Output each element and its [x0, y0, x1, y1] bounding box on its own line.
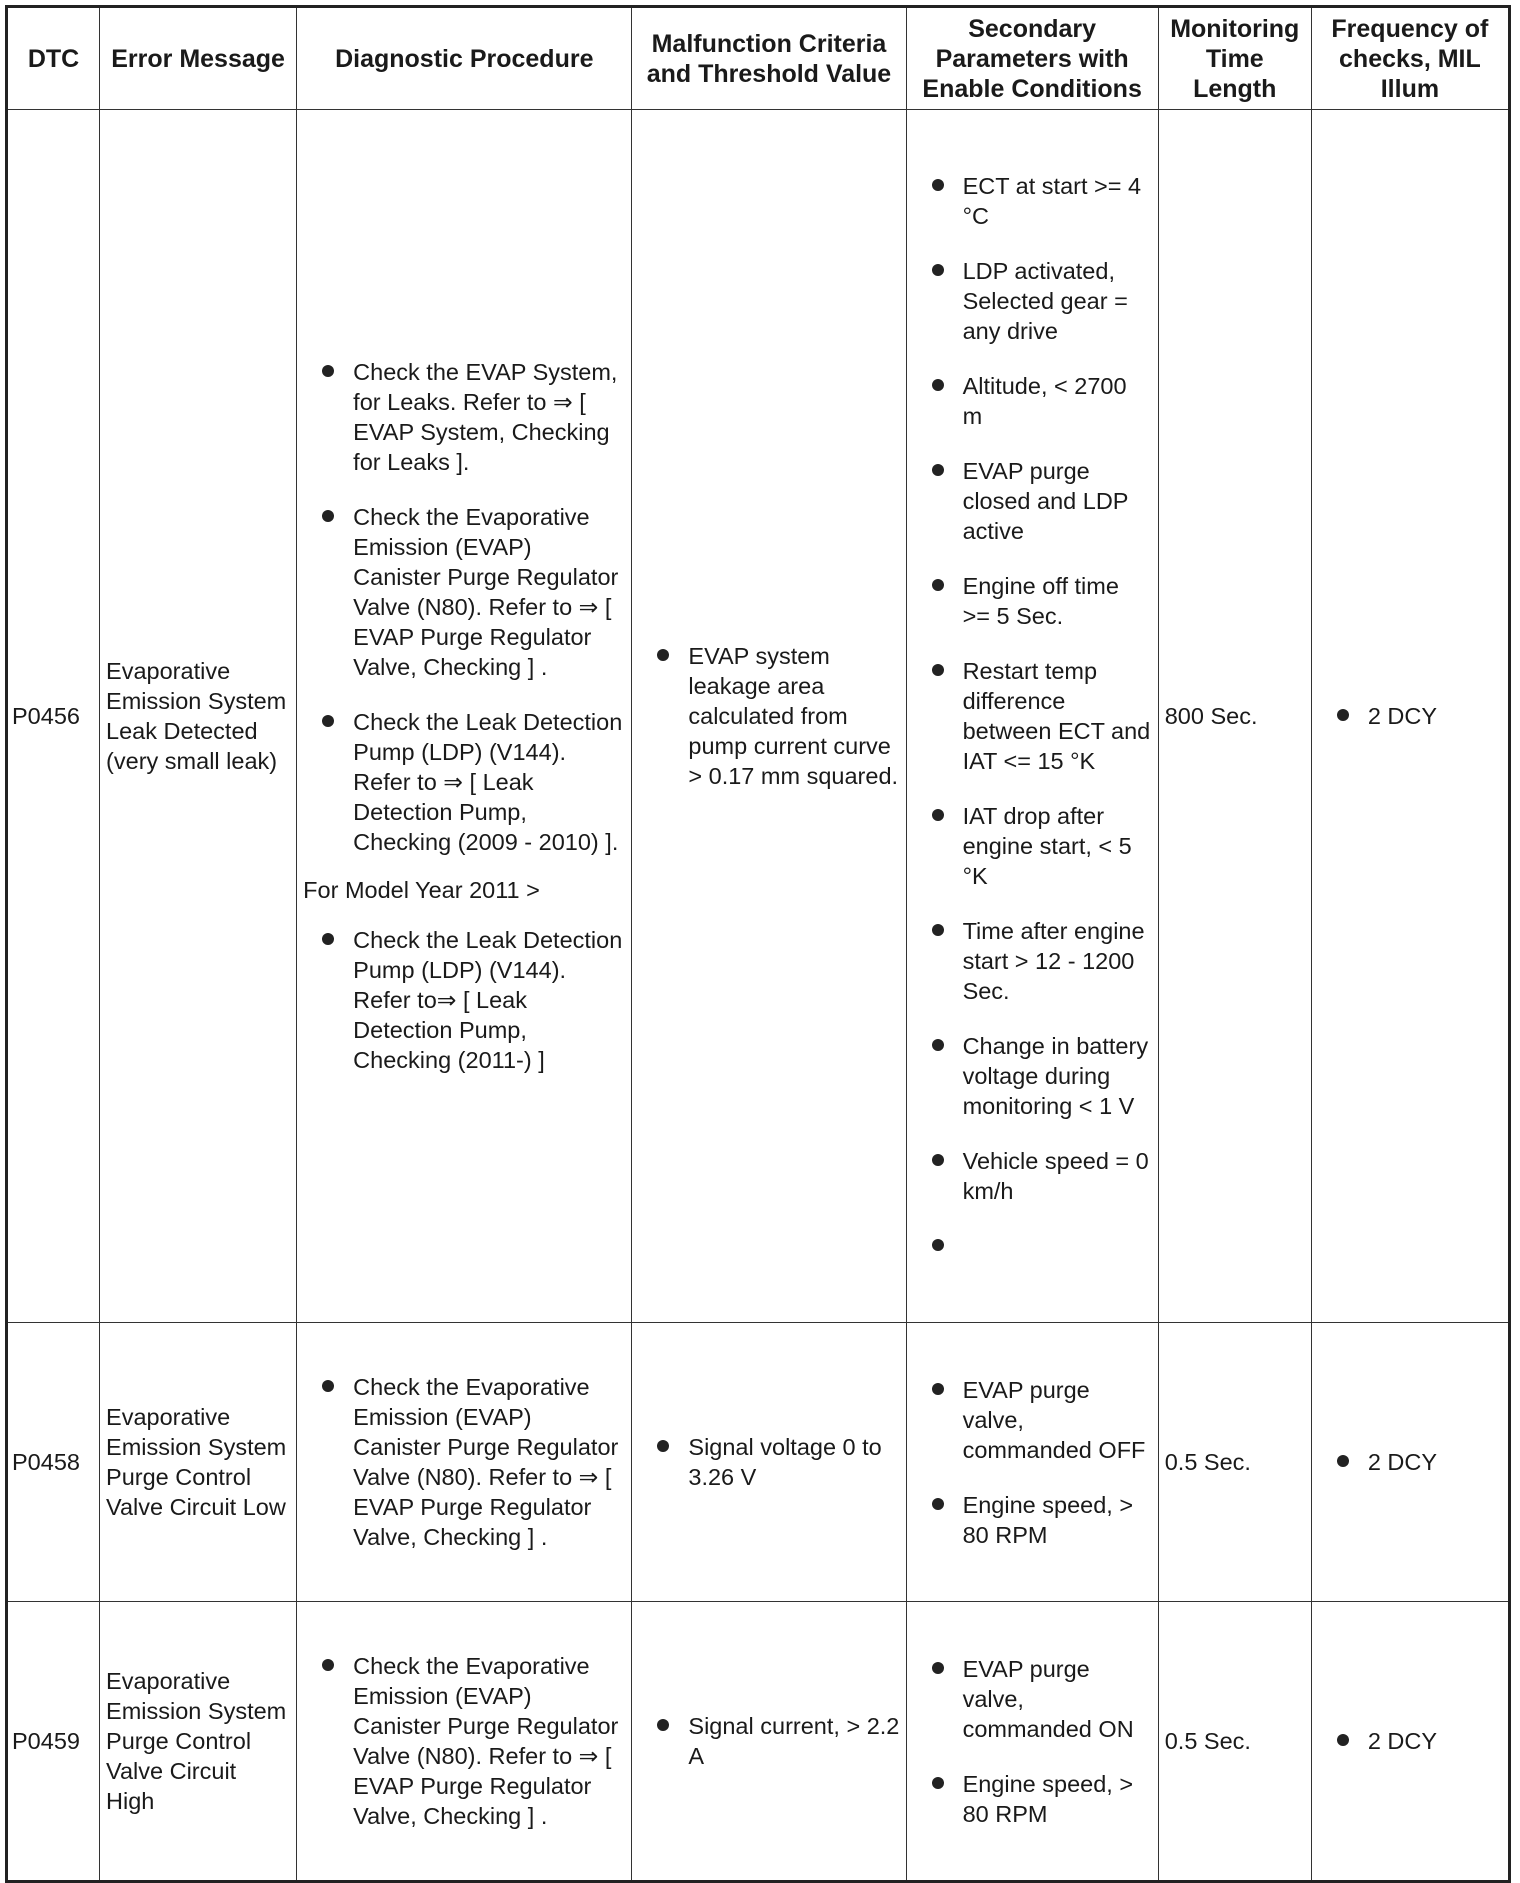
procedure-list-2011 [303, 925, 625, 1075]
procedure-step: Check the Evaporative Emission (EVAP) Canister Purge Regulator Valve (N80). Refer to ⇒ [ EVAP Purge Regulator Valve, Checking ] . [303, 502, 625, 682]
error-message: Evaporative Emission System Purge Control Valve Circuit High [100, 1602, 297, 1882]
procedure-step: Check the Leak Detection Pump (LDP) (V144). Refer to⇒ [ Leak Detection Pump, Checking (2011-) ] [303, 925, 625, 1075]
procedure-list [303, 1651, 625, 1831]
error-message: Evaporative Emission System Leak Detected (very small leak) [100, 110, 297, 1323]
diagnostic-procedure [297, 1323, 632, 1602]
secondary-item: Change in battery voltage during monitoring < 1 V [913, 1031, 1152, 1121]
header-frequency: Frequency of checks, MIL Illum [1311, 7, 1509, 110]
procedure-step: Check the Leak Detection Pump (LDP) (V144). Refer to ⇒ [ Leak Detection Pump, Checking (2009 - 2010) ]. [303, 707, 625, 857]
frequency [1311, 1602, 1509, 1882]
malfunction-criteria [632, 1602, 906, 1882]
monitoring-time: 0.5 Sec. [1158, 1323, 1311, 1602]
secondary-list [913, 1654, 1152, 1829]
malfunction-criteria [632, 110, 906, 1323]
frequency-list [1318, 1726, 1502, 1756]
frequency-list [1318, 1447, 1502, 1477]
dtc-table [5, 5, 1511, 1883]
header-monitoring-time: Monitoring Time Length [1158, 7, 1311, 110]
malfunction-criteria [632, 1323, 906, 1602]
frequency-item: 2 DCY [1318, 701, 1502, 731]
procedure-step: Check the Evaporative Emission (EVAP) Canister Purge Regulator Valve (N80). Refer to ⇒ [ EVAP Purge Regulator Valve, Checking ] . [303, 1372, 625, 1552]
secondary-item: Vehicle speed = 0 km/h [913, 1146, 1152, 1206]
procedure-list [303, 357, 625, 857]
secondary-parameters [906, 110, 1158, 1323]
criteria-item: Signal voltage 0 to 3.26 V [638, 1432, 899, 1492]
secondary-item: Engine off time >= 5 Sec. [913, 571, 1152, 631]
procedure-list [303, 1372, 625, 1552]
frequency [1311, 1323, 1509, 1602]
secondary-item: Time after engine start > 12 - 1200 Sec. [913, 916, 1152, 1006]
secondary-item: EVAP purge valve, commanded ON [913, 1654, 1152, 1744]
criteria-item: EVAP system leakage area calculated from pump current curve > 0.17 mm squared. [638, 641, 899, 791]
secondary-item: LDP activated, Selected gear = any drive [913, 256, 1152, 346]
criteria-list [638, 1711, 899, 1771]
secondary-item-empty [913, 1231, 1152, 1261]
frequency-item: 2 DCY [1318, 1447, 1502, 1477]
dtc-code: P0456 [7, 110, 100, 1323]
header-error-message: Error Message [100, 7, 297, 110]
secondary-item: IAT drop after engine start, < 5 °K [913, 801, 1152, 891]
table-row [7, 1323, 1510, 1602]
criteria-list [638, 641, 899, 791]
secondary-item: EVAP purge valve, commanded OFF [913, 1375, 1152, 1465]
model-year-note: For Model Year 2011 > [303, 877, 540, 903]
header-dtc: DTC [7, 7, 100, 110]
secondary-parameters [906, 1602, 1158, 1882]
procedure-step: Check the Evaporative Emission (EVAP) Canister Purge Regulator Valve (N80). Refer to ⇒ [ EVAP Purge Regulator Valve, Checking ] . [303, 1651, 625, 1831]
frequency [1311, 110, 1509, 1323]
criteria-item: Signal current, > 2.2 A [638, 1711, 899, 1771]
secondary-list [913, 171, 1152, 1261]
secondary-item: Restart temp difference between ECT and IAT <= 15 °K [913, 656, 1152, 776]
diagnostic-procedure [297, 110, 632, 1323]
table-row [7, 110, 1510, 1323]
monitoring-time: 0.5 Sec. [1158, 1602, 1311, 1882]
secondary-item: Engine speed, > 80 RPM [913, 1490, 1152, 1550]
dtc-code: P0459 [7, 1602, 100, 1882]
criteria-list [638, 1432, 899, 1492]
secondary-list [913, 1375, 1152, 1550]
secondary-item: Engine speed, > 80 RPM [913, 1769, 1152, 1829]
header-secondary-parameters: Secondary Parameters with Enable Conditions [906, 7, 1158, 110]
dtc-code: P0458 [7, 1323, 100, 1602]
secondary-item: ECT at start >= 4 °C [913, 171, 1152, 231]
table-row [7, 1602, 1510, 1882]
header-malfunction-criteria: Malfunction Criteria and Threshold Value [632, 7, 906, 110]
procedure-step: Check the EVAP System, for Leaks. Refer to ⇒ [ EVAP System, Checking for Leaks ]. [303, 357, 625, 477]
header-diagnostic-procedure: Diagnostic Procedure [297, 7, 632, 110]
diagnostic-procedure [297, 1602, 632, 1882]
secondary-item: EVAP purge closed and LDP active [913, 456, 1152, 546]
error-message: Evaporative Emission System Purge Control Valve Circuit Low [100, 1323, 297, 1602]
frequency-list [1318, 701, 1502, 731]
frequency-item: 2 DCY [1318, 1726, 1502, 1756]
secondary-item: Altitude, < 2700 m [913, 371, 1152, 431]
monitoring-time: 800 Sec. [1158, 110, 1311, 1323]
table-header-row [7, 7, 1510, 110]
secondary-parameters [906, 1323, 1158, 1602]
